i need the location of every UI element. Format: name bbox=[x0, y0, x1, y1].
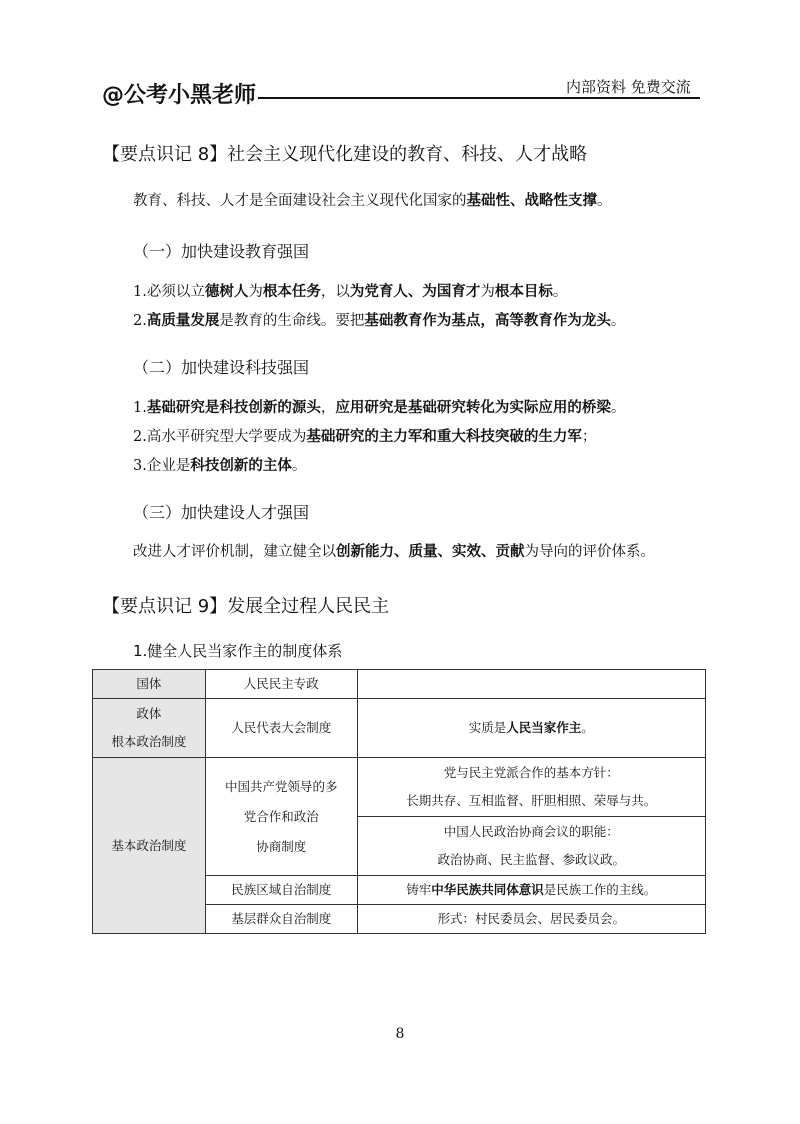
section-8-intro: 教育、科技、人才是全面建设社会主义现代化国家的基础性、战略性支撑。 bbox=[133, 193, 612, 209]
technology-point-3: 3.企业是科技创新的主体。 bbox=[133, 458, 307, 474]
table-row bbox=[93, 670, 706, 699]
subsection-technology-title: （二）加快建设科技强国 bbox=[133, 358, 310, 377]
note-cell: 党与民主党派合作的基本方针： 长期共存、互相监督、肝胆相照、荣辱与共。 bbox=[357, 758, 705, 817]
note-cell: 中国人民政治协商会议的职能： 政治协商、民主监督、参政议政。 bbox=[357, 817, 705, 876]
section-8-title: 【要点识记 8】社会主义现代化建设的教育、科技、人才战略 bbox=[102, 144, 588, 165]
political-system-table bbox=[92, 669, 706, 934]
category-cell: 基本政治制度 bbox=[93, 758, 206, 934]
table-row bbox=[93, 699, 706, 758]
system-cell: 人民民主专政 bbox=[205, 670, 357, 699]
section-9-title: 【要点识记 9】发展全过程人民民主 bbox=[102, 596, 390, 617]
system-cell: 民族区域自治制度 bbox=[205, 876, 357, 905]
education-point-1: 1.必须以立德树人为根本任务，以为党育人、为国育才为根本目标。 bbox=[133, 284, 568, 300]
note-cell bbox=[357, 670, 705, 699]
note-cell: 铸牢中华民族共同体意识是民族工作的主线。 bbox=[357, 876, 705, 905]
table-row bbox=[93, 758, 706, 817]
talent-text: 改进人才评价机制，建立健全以创新能力、质量、实效、贡献为导向的评价体系。 bbox=[133, 544, 655, 560]
note-cell: 实质是人民当家作主。 bbox=[357, 699, 705, 758]
page-number: 8 bbox=[395, 1026, 405, 1042]
system-cell: 中国共产党领导的多 党合作和政治 协商制度 bbox=[205, 758, 357, 876]
header-rule bbox=[258, 97, 700, 99]
subsection-education-title: （一）加快建设教育强国 bbox=[133, 242, 310, 261]
category-cell: 国体 bbox=[93, 670, 206, 699]
note-cell: 形式：村民委员会、居民委员会。 bbox=[357, 905, 705, 934]
category-cell: 政体 根本政治制度 bbox=[93, 699, 206, 758]
subsection-talent-title: （三）加快建设人才强国 bbox=[133, 503, 310, 522]
education-point-2: 2.高质量发展是教育的生命线。要把基础教育作为基点，高等教育作为龙头。 bbox=[133, 313, 626, 329]
technology-point-2: 2.高水平研究型大学要成为基础研究的主力军和重大科技突破的生力军； bbox=[133, 429, 597, 445]
header-brand: @公考小黑老师 bbox=[102, 83, 257, 108]
technology-point-1: 1.基础研究是科技创新的源头，应用研究是基础研究转化为实际应用的桥梁。 bbox=[133, 400, 626, 416]
system-cell: 人民代表大会制度 bbox=[205, 699, 357, 758]
section-9-subtitle: 1.健全人民当家作主的制度体系 bbox=[133, 642, 343, 660]
header-tag: 内部资料 免费交流 bbox=[566, 78, 691, 96]
system-cell: 基层群众自治制度 bbox=[205, 905, 357, 934]
